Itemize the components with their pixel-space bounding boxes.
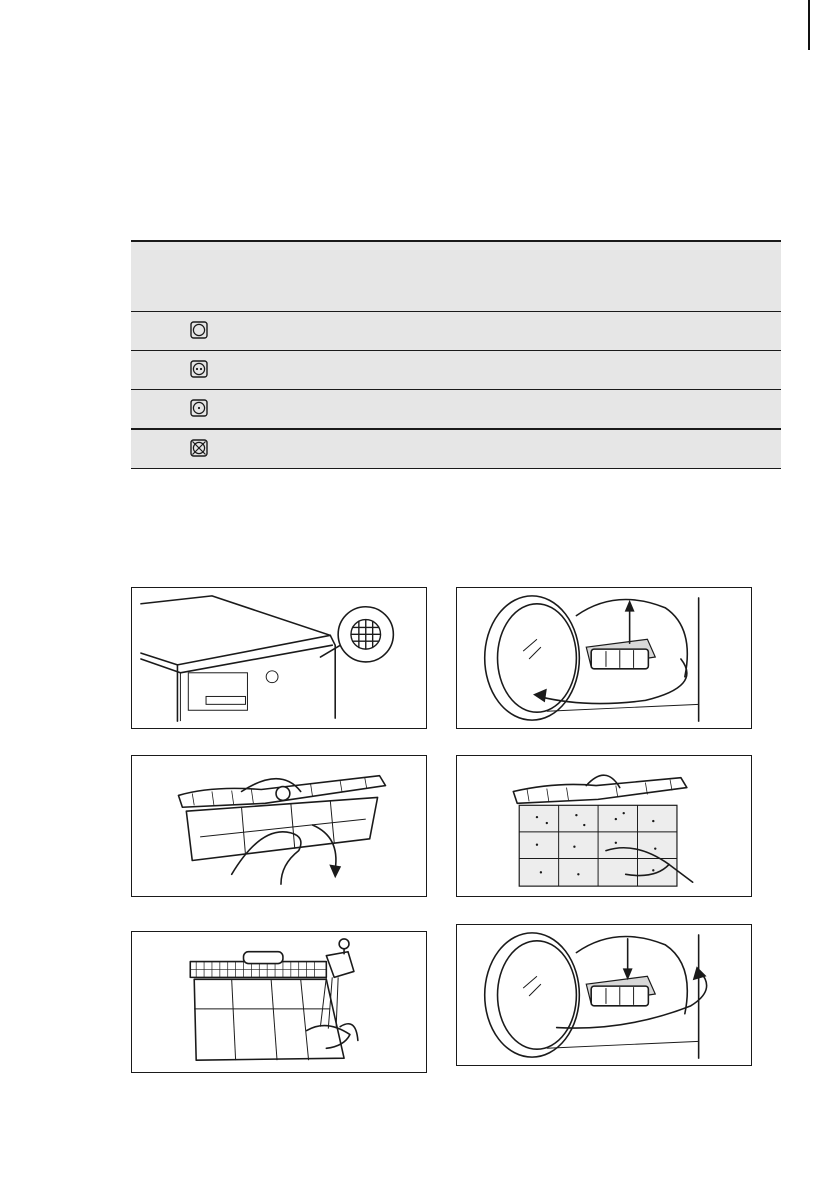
page-edge-rule: [0, 0, 810, 50]
table-row: [131, 312, 781, 351]
table-row: [131, 430, 781, 468]
care-symbol-table: [131, 240, 781, 469]
table-header-row: [131, 242, 781, 312]
do-not-tumble-dry-icon: [190, 439, 208, 457]
table-row: [131, 351, 781, 390]
tumble-dry-allowed-icon: [190, 321, 208, 339]
open-filter-icon: [132, 756, 426, 896]
open-door-lift-filter-icon: [457, 588, 751, 728]
insert-filter-close-door-icon: [457, 925, 751, 1065]
dryer-filter-indicator-icon: [132, 588, 426, 728]
tumble-dry-normal-heat-icon: [190, 360, 208, 378]
illustration-step-3: [131, 755, 427, 897]
illustration-step-1: [131, 587, 427, 729]
table-row: [131, 390, 781, 430]
illustration-step-5: [131, 931, 427, 1073]
illustration-step-4: [456, 755, 752, 897]
remove-lint-icon: [457, 756, 751, 896]
rinse-filter-under-tap-icon: [132, 932, 426, 1072]
tumble-dry-low-heat-icon: [190, 399, 208, 417]
illustration-step-2: [456, 587, 752, 729]
illustration-step-6: [456, 924, 752, 1066]
